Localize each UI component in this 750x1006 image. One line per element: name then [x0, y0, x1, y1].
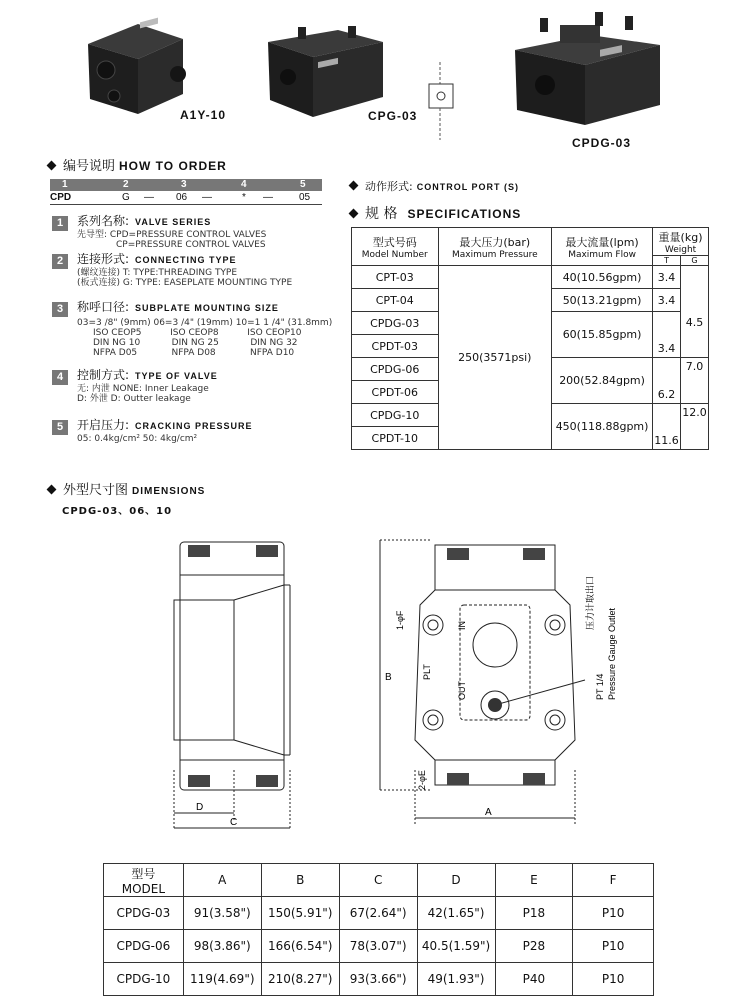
spec-weight-g: 4.5 — [681, 289, 709, 358]
code-connection: G — [122, 192, 130, 203]
product-label-cpdg: CPDG-03 — [572, 136, 632, 150]
spec-header-t: T — [653, 256, 681, 266]
spec-weight-t: 6.2 — [653, 358, 681, 404]
spec-flow: 60(15.85gpm) — [552, 312, 653, 358]
diamond-bullet-icon — [349, 209, 359, 219]
dim-d-label: D — [196, 802, 204, 813]
dim-model: CPDG-03 — [104, 897, 184, 930]
spec-header-flow: 最大流量(lpm) Maximum Flow — [552, 228, 653, 266]
spec-model: CPDG-10 — [352, 404, 439, 427]
dim-header-a: A — [183, 864, 261, 897]
dim-header-e: E — [495, 864, 573, 897]
valve-photo-a1y — [78, 14, 193, 129]
side-view-drawing — [160, 530, 300, 840]
spec-flow: 450(118.88gpm) — [552, 404, 653, 450]
spec-model: CPDG-06 — [352, 358, 439, 381]
spec-header-g: G — [681, 256, 709, 266]
spec-weight-t: 3.4 — [653, 266, 681, 289]
code-dash-1: — — [144, 192, 154, 203]
gauge-pt-label: PT 1/4 — [595, 673, 605, 700]
gauge-outlet-cn-label: 压力计取出口 — [585, 575, 595, 630]
dim-c-label: C — [230, 817, 238, 828]
product-label-a1y: A1Y-10 — [180, 108, 227, 122]
valve-symbol — [420, 62, 460, 142]
order-code-bar — [50, 179, 322, 205]
specifications-heading: 规 格 SPECIFICATIONS — [350, 203, 521, 223]
dim-phi-f-label: 1-φF — [395, 610, 405, 630]
dimensions-table — [103, 863, 654, 996]
table-row: CPDG-10 119(4.69") 210(8.27") 93(3.66") 49(1.93") P40 P10 — [104, 963, 654, 996]
order-item-1: 1 系列名称: VALVE SERIES 先导型: CPD=PRESSURE CONTROL VALVES CP=PRESSURE CONTROL VALVES — [52, 216, 352, 250]
spec-weight-g: 12.0 — [681, 404, 709, 450]
spec-model: CPT-03 — [352, 266, 439, 289]
valve-photo-cpdg — [505, 10, 670, 130]
order-item-5: 5 开启压力: CRACKING PRESSURE 05: 0.4kg/cm² 50: 4kg/cm² — [52, 420, 352, 446]
front-view-drawing — [375, 530, 645, 840]
table-row: CPDG-06 98(3.86") 166(6.54") 78(3.07") 40.5(1.59") P28 P10 — [104, 930, 654, 963]
code-size: 06 — [176, 192, 188, 203]
dim-header-f: F — [573, 864, 654, 897]
port-in-label: IN — [457, 621, 467, 630]
valve-photo-cpg — [248, 22, 388, 122]
specifications-table — [351, 227, 709, 450]
dim-header-b: B — [261, 864, 339, 897]
spec-flow: 200(52.84gpm) — [552, 358, 653, 404]
spec-weight-t: 3.4 — [653, 289, 681, 312]
dim-model: CPDG-10 — [104, 963, 184, 996]
code-type: * — [242, 192, 246, 203]
table-row: CPDG-03 91(3.58") 150(5.91") 67(2.64") 42(1.65") P18 P10 — [104, 897, 654, 930]
dim-phi-e-label: 2-φE — [417, 770, 427, 790]
dim-header-d: D — [417, 864, 495, 897]
dim-b-label: B — [385, 672, 392, 683]
diamond-bullet-icon — [47, 161, 57, 171]
spec-weight-t: 11.6 — [653, 404, 681, 450]
spec-flow: 50(13.21gpm) — [552, 289, 653, 312]
code-pressure: 05 — [299, 192, 311, 203]
code-position-2: 2 — [123, 179, 129, 190]
dimensions-subtitle: CPDG-03、06、10 — [62, 506, 173, 517]
dim-header-c: C — [339, 864, 417, 897]
spec-weight-t: 3.4 — [653, 312, 681, 358]
spec-model: CPDT-10 — [352, 427, 439, 450]
spec-model: CPDG-03 — [352, 312, 439, 335]
order-item-2: 2 连接形式: CONNECTING TYPE (螺纹连接) T: TYPE:THREADING TYPE (板式连接) G: TYPE: EASEPLATE MOUNTING TYPE — [52, 254, 352, 288]
code-series: CPD — [50, 192, 72, 203]
port-plt-label: PLT — [422, 664, 432, 680]
code-position-5: 5 — [300, 179, 306, 190]
code-position-1: 1 — [62, 179, 68, 190]
spec-model: CPDT-03 — [352, 335, 439, 358]
code-dash-2: — — [202, 192, 212, 203]
spec-header-weight: 重量(kg) Weight — [653, 228, 709, 256]
diamond-bullet-icon — [349, 181, 359, 191]
diamond-bullet-icon — [47, 485, 57, 495]
dim-model: CPDG-06 — [104, 930, 184, 963]
spec-pressure: 250(3571psi) — [438, 266, 552, 450]
spec-model: CPDT-06 — [352, 381, 439, 404]
spec-model: CPT-04 — [352, 289, 439, 312]
dim-header-model: 型号 MODEL — [104, 864, 184, 897]
spec-header-pressure: 最大压力(bar) Maximum Pressure — [438, 228, 552, 266]
code-position-4: 4 — [241, 179, 247, 190]
order-item-4: 4 控制方式: TYPE OF VALVE 无: 内泄 NONE: Inner Leakage D: 外泄 D: Outter leakage — [52, 370, 352, 404]
code-dash-3: — — [263, 192, 273, 203]
product-label-cpg: CPG-03 — [368, 109, 418, 123]
dim-a-label: A — [485, 807, 492, 818]
spec-flow: 40(10.56gpm) — [552, 266, 653, 289]
port-out-label: OUT — [457, 681, 467, 700]
how-to-order-heading: 编号说明 HOW TO ORDER — [48, 155, 227, 174]
spec-header-model: 型式号码 Model Number — [352, 228, 439, 266]
code-position-3: 3 — [181, 179, 187, 190]
gauge-outlet-en-label: Pressure Gauge Outlet — [607, 607, 617, 700]
control-port-label: 动作形式: CONTROL PORT (S) — [350, 178, 519, 194]
order-item-3: 3 称呼口径: SUBPLATE MOUNTING SIZE 03=3 /8" (9mm) 06=3 /4" (19mm) 10=1 1 /4" (31.8mm) ISO CEOP5 ISO CEOP8 ISO CEOP10 DIN NG 10 DIN NG 25 DIN NG 32 NFPA D05 NFPA D08 NFPA D10 — [52, 302, 352, 358]
dimensions-heading: 外型尺寸图 DIMENSIONS — [48, 479, 205, 498]
spec-weight-g: 7.0 — [681, 358, 709, 404]
